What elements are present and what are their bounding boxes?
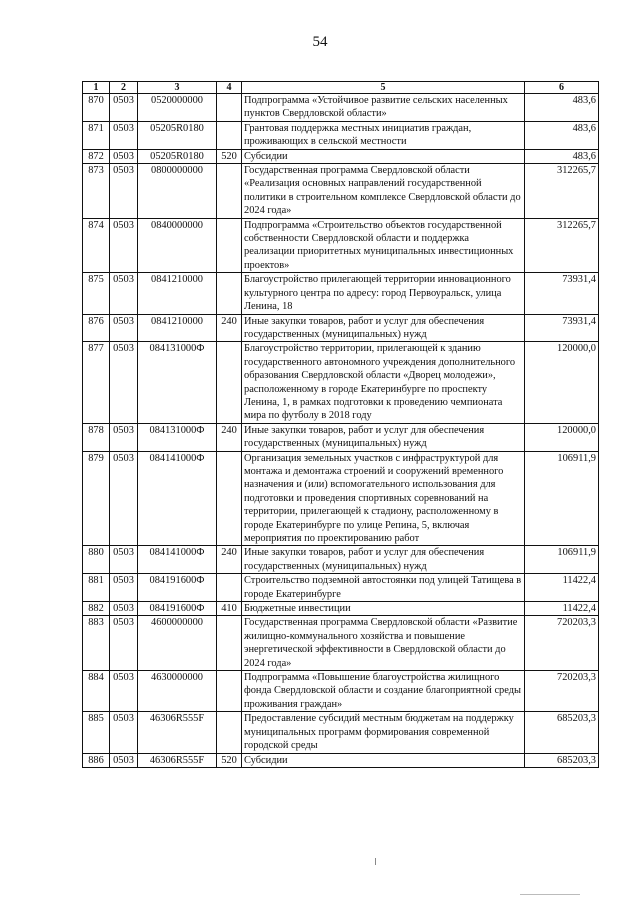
table-row (83, 218, 599, 273)
target-article-code: 0800000000 (138, 164, 217, 219)
header-col-5: 5 (242, 82, 525, 94)
target-article-code: 084141000Ф (138, 451, 217, 546)
row-number: 877 (83, 342, 110, 423)
section-code: 0503 (110, 602, 138, 616)
row-description: Бюджетные инвестиции (242, 602, 525, 616)
target-article-code: 0840000000 (138, 218, 217, 273)
row-number: 880 (83, 546, 110, 574)
row-amount: 312265,7 (525, 164, 599, 219)
table-row (83, 616, 599, 671)
expense-type-code (217, 451, 242, 546)
target-article-code: 0841210000 (138, 273, 217, 314)
table-row (83, 671, 599, 712)
expense-type-code (217, 712, 242, 753)
header-col-2: 2 (110, 82, 138, 94)
table-row (83, 574, 599, 602)
page-number: 54 (312, 34, 328, 50)
section-code: 0503 (110, 314, 138, 342)
row-number: 876 (83, 314, 110, 342)
row-number: 879 (83, 451, 110, 546)
expense-type-code (217, 273, 242, 314)
row-number: 871 (83, 121, 110, 149)
table-row (83, 753, 599, 767)
target-article-code: 46306R555F (138, 712, 217, 753)
row-number: 872 (83, 149, 110, 163)
row-description: Иные закупки товаров, работ и услуг для обеспечения государственных (муниципальных) нужд (242, 423, 525, 451)
table-row (83, 602, 599, 616)
header-col-3: 3 (138, 82, 217, 94)
section-code: 0503 (110, 546, 138, 574)
table-row (83, 451, 599, 546)
row-amount: 73931,4 (525, 314, 599, 342)
section-code: 0503 (110, 712, 138, 753)
section-code: 0503 (110, 218, 138, 273)
target-article-code: 0841210000 (138, 314, 217, 342)
section-code: 0503 (110, 149, 138, 163)
row-amount: 11422,4 (525, 574, 599, 602)
row-description: Подпрограмма «Строительство объектов государственной собственности Свердловской области и поддержка реализации приоритетных муниципальных инвестиционных проектов» (242, 218, 525, 273)
budget-table (82, 81, 599, 768)
row-number: 885 (83, 712, 110, 753)
expense-type-code: 240 (217, 423, 242, 451)
section-code: 0503 (110, 273, 138, 314)
section-code: 0503 (110, 121, 138, 149)
section-code: 0503 (110, 574, 138, 602)
row-description: Субсидии (242, 149, 525, 163)
row-number: 884 (83, 671, 110, 712)
expense-type-code (217, 342, 242, 423)
expense-type-code (217, 616, 242, 671)
row-description: Субсидии (242, 753, 525, 767)
row-description: Благоустройство прилегающей территории инновационного культурного центра по адресу: город Первоуральск, улица Ленина, 18 (242, 273, 525, 314)
row-number: 870 (83, 94, 110, 122)
row-description: Государственная программа Свердловской области «Развитие жилищно-коммунального хозяйства и повышение энергетической эффективности в Свердловской области до 2024 года» (242, 616, 525, 671)
table-row (83, 149, 599, 163)
row-amount: 483,6 (525, 94, 599, 122)
row-amount: 106911,9 (525, 546, 599, 574)
row-description: Грантовая поддержка местных инициатив граждан, проживающих в сельской местности (242, 121, 525, 149)
row-number: 886 (83, 753, 110, 767)
row-amount: 483,6 (525, 121, 599, 149)
table-header-row (83, 82, 599, 94)
row-amount: 483,6 (525, 149, 599, 163)
expense-type-code: 520 (217, 753, 242, 767)
target-article-code: 084191600Ф (138, 574, 217, 602)
table-row (83, 121, 599, 149)
header-col-1: 1 (83, 82, 110, 94)
table-row (83, 342, 599, 423)
section-code: 0503 (110, 753, 138, 767)
target-article-code: 084131000Ф (138, 342, 217, 423)
table-row (83, 164, 599, 219)
expense-type-code: 410 (217, 602, 242, 616)
row-description: Иные закупки товаров, работ и услуг для обеспечения государственных (муниципальных) нужд (242, 546, 525, 574)
row-description: Иные закупки товаров, работ и услуг для обеспечения государственных (муниципальных) нужд (242, 314, 525, 342)
table-row (83, 546, 599, 574)
section-code: 0503 (110, 423, 138, 451)
section-code: 0503 (110, 342, 138, 423)
row-description: Государственная программа Свердловской области «Реализация основных направлений государственной политики в строительном комплексе Свердловской области до 2024 года» (242, 164, 525, 219)
row-number: 881 (83, 574, 110, 602)
expense-type-code (217, 218, 242, 273)
target-article-code: 4600000000 (138, 616, 217, 671)
expense-type-code: 240 (217, 546, 242, 574)
table-row (83, 314, 599, 342)
row-number: 882 (83, 602, 110, 616)
table-row (83, 423, 599, 451)
expense-type-code: 520 (217, 149, 242, 163)
row-amount: 73931,4 (525, 273, 599, 314)
row-description: Подпрограмма «Устойчивое развитие сельских населенных пунктов Свердловской области» (242, 94, 525, 122)
row-amount: 720203,3 (525, 671, 599, 712)
target-article-code: 084141000Ф (138, 546, 217, 574)
target-article-code: 46306R555F (138, 753, 217, 767)
row-amount: 120000,0 (525, 423, 599, 451)
row-description: Предоставление субсидий местным бюджетам на поддержку муниципальных программ формирования современной городской среды (242, 712, 525, 753)
target-article-code: 05205R0180 (138, 149, 217, 163)
target-article-code: 05205R0180 (138, 121, 217, 149)
row-amount: 685203,3 (525, 712, 599, 753)
section-code: 0503 (110, 671, 138, 712)
target-article-code: 084191600Ф (138, 602, 217, 616)
row-number: 883 (83, 616, 110, 671)
target-article-code: 0520000000 (138, 94, 217, 122)
row-description: Строительство подземной автостоянки под улицей Татищева в городе Екатеринбурге (242, 574, 525, 602)
row-number: 878 (83, 423, 110, 451)
row-amount: 720203,3 (525, 616, 599, 671)
row-amount: 106911,9 (525, 451, 599, 546)
row-description: Благоустройство территории, прилегающей к зданию государственного автономного учреждения дополнительного образования Свердловской области «Дворец молодежи», расположенному в городе Екатеринбурге по проспекту Ленина, 1, в рамках подготовки к проведению чемпионата мира по футболу в 2018 году (242, 342, 525, 423)
section-code: 0503 (110, 94, 138, 122)
scan-line (520, 894, 580, 895)
expense-type-code: 240 (217, 314, 242, 342)
row-number: 874 (83, 218, 110, 273)
expense-type-code (217, 164, 242, 219)
row-amount: 685203,3 (525, 753, 599, 767)
target-article-code: 084131000Ф (138, 423, 217, 451)
expense-type-code (217, 574, 242, 602)
section-code: 0503 (110, 616, 138, 671)
row-number: 873 (83, 164, 110, 219)
target-article-code: 4630000000 (138, 671, 217, 712)
table-row (83, 712, 599, 753)
table-row (83, 273, 599, 314)
expense-type-code (217, 121, 242, 149)
header-col-6: 6 (525, 82, 599, 94)
expense-type-code (217, 94, 242, 122)
row-number: 875 (83, 273, 110, 314)
row-amount: 11422,4 (525, 602, 599, 616)
scan-mark (375, 858, 376, 865)
row-amount: 312265,7 (525, 218, 599, 273)
row-description: Организация земельных участков с инфраструктурой для монтажа и демонтажа строений и сооружений временного назначения и (или) вспомогательного использования для подготовки и проведения спортивных соревнований на территории, прилегающей к стадиону, расположенному в городе Екатеринбурге по улице Репина, 5, включая мероприятия по проектированию работ (242, 451, 525, 546)
section-code: 0503 (110, 164, 138, 219)
header-col-4: 4 (217, 82, 242, 94)
section-code: 0503 (110, 451, 138, 546)
expense-type-code (217, 671, 242, 712)
table-row (83, 94, 599, 122)
row-description: Подпрограмма «Повышение благоустройства жилищного фонда Свердловской области и создание благоприятной среды проживания граждан» (242, 671, 525, 712)
row-amount: 120000,0 (525, 342, 599, 423)
